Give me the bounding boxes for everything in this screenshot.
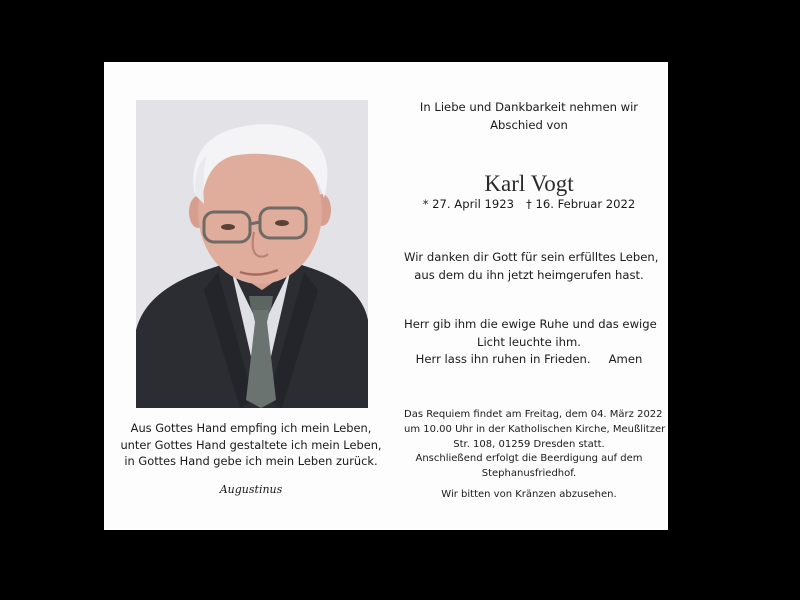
deceased-name: Karl Vogt	[484, 171, 574, 196]
verse-line: aus dem du ihn jetzt heimgerufen hast.	[414, 267, 644, 282]
prayer-verse-2	[404, 316, 657, 369]
intro-line: In Liebe und Dankbarkeit nehmen wir	[419, 100, 639, 114]
verse-line: Licht leuchte ihm.	[477, 334, 581, 349]
closing-note: Wir bitten von Kränzen abzusehen.	[441, 489, 617, 500]
obituary-card	[104, 62, 668, 530]
requiem-line: Das Requiem findet am Freitag, dem 04. März 2022	[404, 409, 663, 420]
requiem-line: Anschließend erfolgt die Beerdigung auf dem	[415, 453, 643, 465]
portrait-illustration	[136, 100, 368, 408]
requiem-line: Str. 108, 01259 Dresden statt.	[453, 438, 605, 450]
verse-last-text: Herr lass ihn ruhen in Frieden.	[415, 352, 591, 366]
quote-author: Augustinus	[219, 483, 283, 496]
verse-line: Herr gib ihm die ewige Ruhe und das ewige	[404, 317, 657, 331]
quote-line: Aus Gottes Hand empfing ich mein Leben,	[130, 421, 372, 435]
verse-line: Wir danken dir Gott für sein erfülltes Leben,	[404, 250, 659, 264]
quote-line: unter Gottes Hand gestaltete ich mein Leben,	[120, 437, 382, 452]
amen-text: Amen	[608, 352, 643, 366]
verse-line	[404, 351, 654, 369]
portrait-photo	[136, 100, 368, 408]
life-dates	[404, 196, 654, 212]
requiem-info	[404, 408, 666, 482]
birth-date: * 27. April 1923	[422, 197, 514, 211]
quote-line: in Gottes Hand gebe ich mein Leben zurück.	[124, 454, 378, 468]
prayer-verse-1	[404, 249, 659, 284]
quote-block	[114, 420, 388, 470]
death-date: † 16. Februar 2022	[525, 197, 636, 211]
intro-text	[404, 99, 654, 134]
requiem-line: Stephanusfriedhof.	[481, 468, 577, 480]
intro-line: Abschied von	[490, 117, 568, 132]
requiem-line: um 10.00 Uhr in der Katholischen Kirche, Meußlitzer	[404, 423, 666, 435]
